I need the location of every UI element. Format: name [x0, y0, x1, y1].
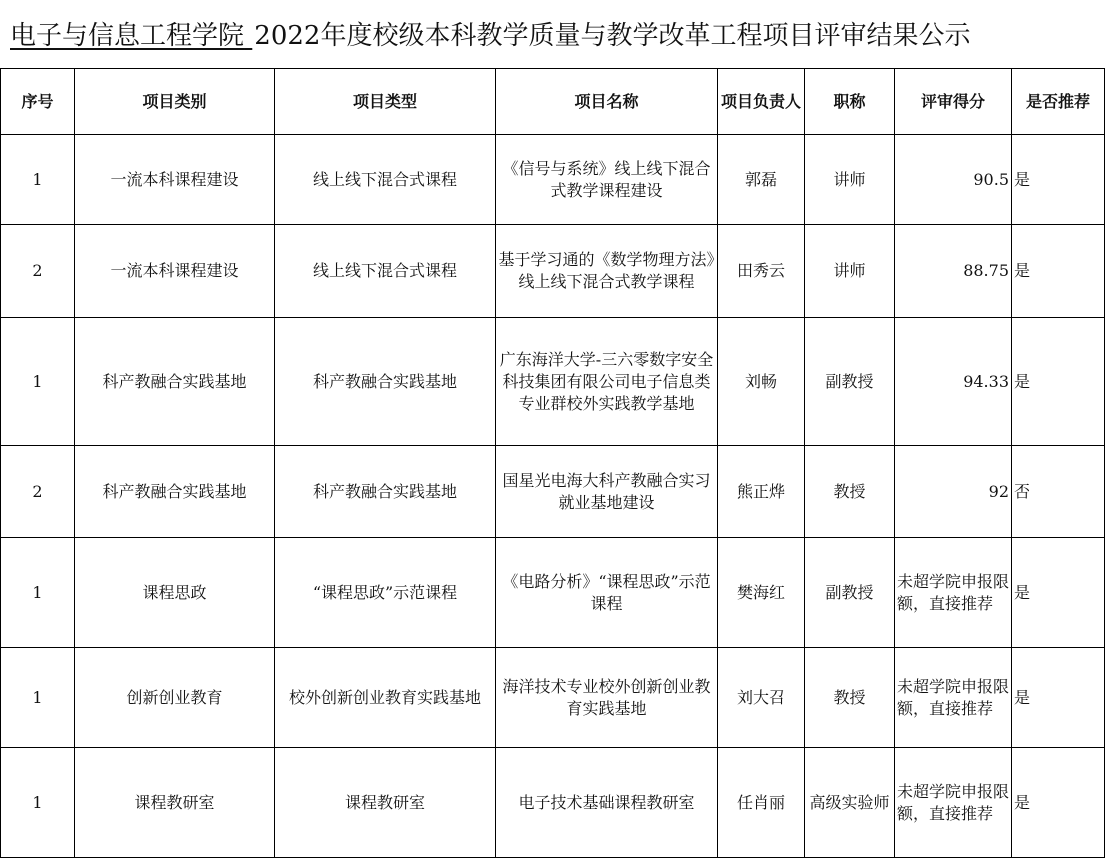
cell-project-name: 《电路分析》“课程思政”示范课程	[496, 538, 718, 648]
cell-no: 1	[1, 135, 75, 225]
cell-type: 科产教融合实践基地	[275, 318, 496, 446]
title-underline-pad	[244, 21, 252, 51]
cell-project-name: 国星光电海大科产教融合实习就业基地建设	[496, 446, 718, 538]
cell-no: 1	[1, 648, 75, 748]
cell-rank: 教授	[805, 446, 895, 538]
col-header-type: 项目类型	[275, 69, 496, 135]
cell-score: 92	[895, 446, 1012, 538]
cell-type: “课程思政”示范课程	[275, 538, 496, 648]
cell-score: 未超学院申报限额，直接推荐	[895, 538, 1012, 648]
cell-score: 未超学院申报限额，直接推荐	[895, 648, 1012, 748]
cell-recommend: 是	[1012, 225, 1105, 318]
cell-category: 一流本科课程建设	[75, 135, 275, 225]
cell-no: 1	[1, 318, 75, 446]
results-table	[0, 68, 1105, 858]
page-title	[0, 10, 1106, 62]
cell-project-name: 电子技术基础课程教研室	[496, 748, 718, 858]
cell-no: 1	[1, 538, 75, 648]
cell-recommend: 是	[1012, 538, 1105, 648]
cell-score: 94.33	[895, 318, 1012, 446]
cell-recommend: 是	[1012, 318, 1105, 446]
cell-leader: 刘畅	[718, 318, 805, 446]
cell-category: 课程思政	[75, 538, 275, 648]
cell-type: 课程教研室	[275, 748, 496, 858]
cell-recommend: 是	[1012, 135, 1105, 225]
cell-project-name: 基于学习通的《数学物理方法》线上线下混合式教学课程	[496, 225, 718, 318]
cell-category: 课程教研室	[75, 748, 275, 858]
col-header-name: 项目名称	[496, 69, 718, 135]
cell-rank: 副教授	[805, 538, 895, 648]
cell-project-name: 海洋技术专业校外创新创业教育实践基地	[496, 648, 718, 748]
cell-leader: 郭磊	[718, 135, 805, 225]
cell-no: 1	[1, 748, 75, 858]
title-main: 2022年度校级本科教学质量与教学改革工程项目评审结果公示	[254, 21, 971, 51]
cell-project-name: 《信号与系统》线上线下混合式教学课程建设	[496, 135, 718, 225]
cell-category: 科产教融合实践基地	[75, 446, 275, 538]
cell-project-name: 广东海洋大学-三六零数字安全科技集团有限公司电子信息类专业群校外实践教学基地	[496, 318, 718, 446]
cell-score: 88.75	[895, 225, 1012, 318]
table-row	[1, 648, 1105, 748]
cell-type: 线上线下混合式课程	[275, 135, 496, 225]
cell-recommend: 是	[1012, 748, 1105, 858]
cell-category: 创新创业教育	[75, 648, 275, 748]
cell-leader: 樊海红	[718, 538, 805, 648]
cell-recommend: 是	[1012, 648, 1105, 748]
cell-rank: 讲师	[805, 225, 895, 318]
col-header-recommend: 是否推荐	[1012, 69, 1105, 135]
cell-leader: 任肖丽	[718, 748, 805, 858]
cell-category: 一流本科课程建设	[75, 225, 275, 318]
college-name: 电子与信息工程学院	[10, 21, 245, 51]
cell-leader: 田秀云	[718, 225, 805, 318]
cell-leader: 刘大召	[718, 648, 805, 748]
table-row	[1, 748, 1105, 858]
col-header-score: 评审得分	[895, 69, 1012, 135]
table-row	[1, 318, 1105, 446]
cell-rank: 副教授	[805, 318, 895, 446]
cell-score: 90.5	[895, 135, 1012, 225]
table-row	[1, 135, 1105, 225]
table-header-row	[1, 69, 1105, 135]
cell-score: 未超学院申报限额，直接推荐	[895, 748, 1012, 858]
cell-type: 科产教融合实践基地	[275, 446, 496, 538]
cell-rank: 教授	[805, 648, 895, 748]
cell-rank: 高级实验师	[805, 748, 895, 858]
col-header-category: 项目类别	[75, 69, 275, 135]
col-header-no: 序号	[1, 69, 75, 135]
table-row	[1, 446, 1105, 538]
col-header-rank: 职称	[805, 69, 895, 135]
cell-no: 2	[1, 225, 75, 318]
cell-type: 线上线下混合式课程	[275, 225, 496, 318]
cell-category: 科产教融合实践基地	[75, 318, 275, 446]
cell-no: 2	[1, 446, 75, 538]
col-header-leader: 项目负责人	[718, 69, 805, 135]
cell-leader: 熊正烨	[718, 446, 805, 538]
cell-type: 校外创新创业教育实践基地	[275, 648, 496, 748]
cell-rank: 讲师	[805, 135, 895, 225]
table-row	[1, 538, 1105, 648]
table-row	[1, 225, 1105, 318]
cell-recommend: 否	[1012, 446, 1105, 538]
